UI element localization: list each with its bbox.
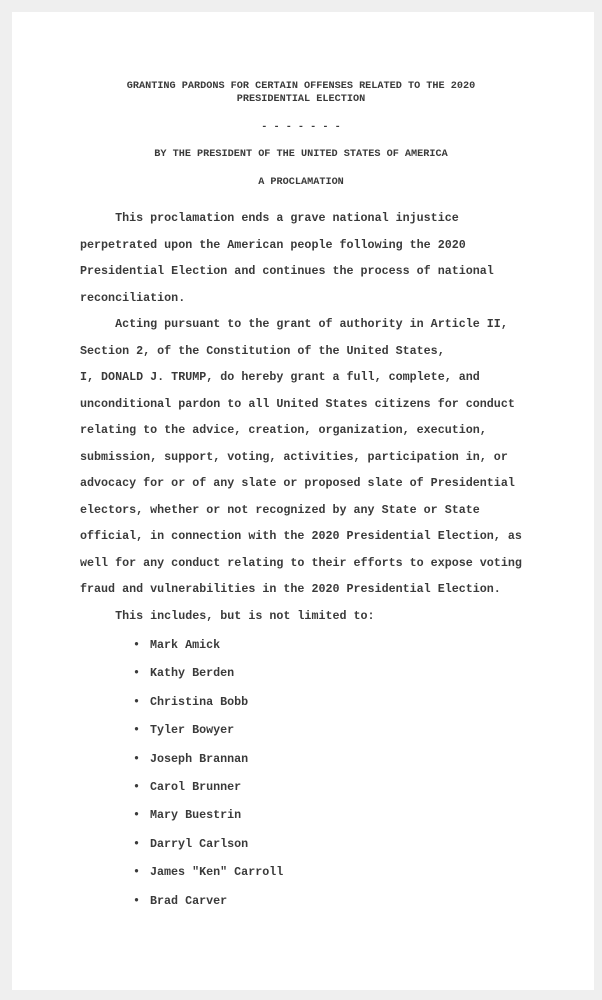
body-line: well for any conduct relating to their efforts to expose voting — [80, 555, 522, 570]
pardoned-name: Tyler Bowyer — [150, 723, 235, 738]
body-line: Section 2, of the Constitution of the United States, — [80, 343, 445, 358]
title-line-1: GRANTING PARDONS FOR CERTAIN OFFENSES RELATED TO THE 2020 — [126, 81, 476, 92]
body-line: Acting pursuant to the grant of authority in Article II, — [80, 317, 508, 331]
pardoned-name: Mark Amick — [150, 638, 221, 652]
body-line: fraud and vulnerabilities in the 2020 Presidential Election. — [80, 582, 501, 596]
body-line: unconditional pardon to all United States citizens for conduct — [80, 396, 515, 411]
bullet-icon: • — [133, 808, 141, 823]
bullet-icon: • — [133, 723, 141, 738]
body-line: I, DONALD J. TRUMP, do hereby grant a full, complete, and — [80, 370, 480, 384]
body-line: submission, support, voting, activities, participation in, or — [80, 449, 508, 464]
body-line: advocacy for or of any slate or proposed slate of Presidential — [80, 476, 515, 490]
bullet-icon: • — [133, 638, 141, 652]
byline: BY THE PRESIDENT OF THE UNITED STATES OF AMERICA — [154, 149, 448, 160]
body-line: Presidential Election and continues the process of national — [80, 264, 494, 278]
pardoned-name: Christina Bobb — [150, 694, 249, 709]
body-line: relating to the advice, creation, organization, execution, — [80, 423, 487, 437]
pardoned-name: Brad Carver — [150, 893, 228, 908]
body-line: This proclamation ends a grave national injustice — [80, 211, 459, 225]
bullet-icon: • — [133, 865, 141, 880]
pardoned-name: Carol Brunner — [150, 780, 242, 794]
pardoned-name: Joseph Brannan — [150, 751, 249, 766]
body-line: perpetrated upon the American people following the 2020 — [80, 237, 466, 252]
pardoned-name: Kathy Berden — [150, 666, 235, 681]
bullet-icon: • — [133, 751, 141, 766]
bullet-icon: • — [133, 694, 141, 709]
bullet-icon: • — [133, 666, 141, 681]
bullet-icon: • — [133, 893, 141, 908]
body-line: This includes, but is not limited to: — [80, 608, 375, 623]
title-line-2: PRESIDENTIAL ELECTION — [236, 94, 366, 105]
pardoned-name: Mary Buestrin — [150, 808, 242, 823]
body-line: official, in connection with the 2020 Presidential Election, as — [80, 529, 522, 543]
pardoned-name: James "Ken" Carroll — [150, 865, 284, 880]
bullet-icon: • — [133, 780, 141, 794]
body-line: reconciliation. — [80, 290, 186, 305]
separator: - - - - - - - — [261, 122, 341, 133]
bullet-icon: • — [133, 836, 141, 851]
body-line: electors, whether or not recognized by any State or State — [80, 502, 480, 517]
subtitle: A PROCLAMATION — [258, 177, 344, 188]
pardoned-name: Darryl Carlson — [150, 836, 249, 851]
